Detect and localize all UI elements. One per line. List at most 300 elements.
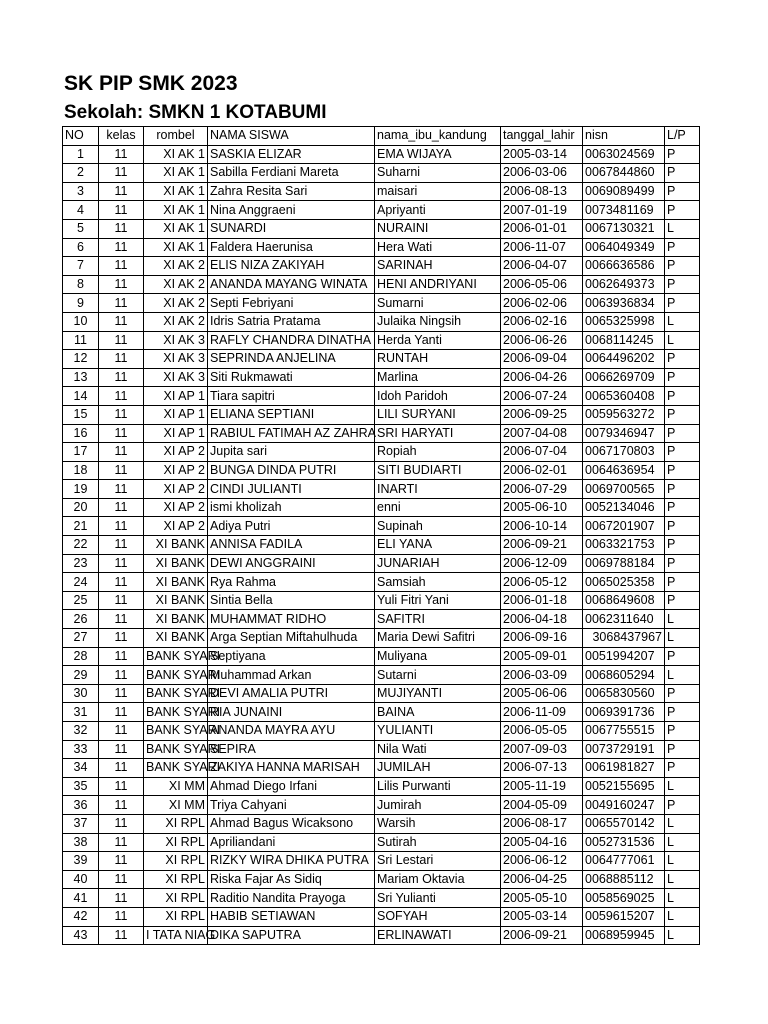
table-row <box>63 722 700 741</box>
cell-rombel: XI RPL <box>144 870 208 889</box>
table-row <box>63 312 700 331</box>
cell-no: 8 <box>63 275 99 294</box>
cell-nama-ibu: Sutarni <box>375 666 501 685</box>
cell-lp: P <box>665 443 700 462</box>
cell-nama-ibu: ERLINAWATI <box>375 926 501 945</box>
cell-rombel: XI AP 2 <box>144 443 208 462</box>
cell-nama-siswa: Apriliandani <box>208 833 375 852</box>
cell-tanggal-lahir: 2006-06-26 <box>501 331 583 350</box>
cell-kelas: 11 <box>99 498 144 517</box>
cell-kelas: 11 <box>99 870 144 889</box>
cell-rombel: XI MM <box>144 777 208 796</box>
cell-rombel: XI BANK <box>144 610 208 629</box>
cell-tanggal-lahir: 2006-05-05 <box>501 722 583 741</box>
cell-nisn: 0049160247 <box>583 796 665 815</box>
cell-nama-ibu: Julaika Ningsih <box>375 312 501 331</box>
cell-tanggal-lahir: 2006-09-21 <box>501 536 583 555</box>
cell-nisn: 0067201907 <box>583 517 665 536</box>
cell-kelas: 11 <box>99 889 144 908</box>
cell-no: 21 <box>63 517 99 536</box>
cell-nama-ibu: SOFYAH <box>375 907 501 926</box>
cell-tanggal-lahir: 2006-09-16 <box>501 629 583 648</box>
cell-tanggal-lahir: 2006-07-29 <box>501 480 583 499</box>
cell-nisn: 0059615207 <box>583 907 665 926</box>
cell-nama-ibu: ELI YANA <box>375 536 501 555</box>
cell-rombel: XI BANK <box>144 536 208 555</box>
cell-kelas: 11 <box>99 703 144 722</box>
cell-lp: P <box>665 498 700 517</box>
header-nama-ibu: nama_ibu_kandung <box>375 127 501 146</box>
cell-rombel: XI RPL <box>144 833 208 852</box>
cell-nama-ibu: Sri Lestari <box>375 852 501 871</box>
cell-tanggal-lahir: 2006-11-09 <box>501 703 583 722</box>
cell-nisn: 0067170803 <box>583 443 665 462</box>
cell-tanggal-lahir: 2006-02-06 <box>501 294 583 313</box>
cell-no: 33 <box>63 740 99 759</box>
cell-lp: L <box>665 331 700 350</box>
cell-lp: P <box>665 647 700 666</box>
cell-no: 32 <box>63 722 99 741</box>
cell-no: 29 <box>63 666 99 685</box>
cell-nama-ibu: MUJIYANTI <box>375 684 501 703</box>
cell-rombel: XI AP 2 <box>144 517 208 536</box>
cell-rombel: XI BANK <box>144 573 208 592</box>
cell-no: 39 <box>63 852 99 871</box>
cell-lp: L <box>665 852 700 871</box>
table-row <box>63 294 700 313</box>
cell-nama-siswa: Triya Cahyani <box>208 796 375 815</box>
table-row <box>63 907 700 926</box>
cell-lp: P <box>665 480 700 499</box>
cell-rombel: XI AK 1 <box>144 201 208 220</box>
cell-nama-siswa: DEWI ANGGRAINI <box>208 554 375 573</box>
cell-kelas: 11 <box>99 275 144 294</box>
cell-lp: P <box>665 554 700 573</box>
cell-nama-siswa: RIA JUNAINI <box>208 703 375 722</box>
cell-nisn: 0073481169 <box>583 201 665 220</box>
cell-rombel: BANK SYARI <box>144 703 208 722</box>
cell-no: 3 <box>63 182 99 201</box>
cell-lp: L <box>665 610 700 629</box>
cell-nama-siswa: DEVI AMALIA PUTRI <box>208 684 375 703</box>
cell-kelas: 11 <box>99 294 144 313</box>
cell-kelas: 11 <box>99 219 144 238</box>
cell-rombel: XI AP 1 <box>144 405 208 424</box>
cell-no: 43 <box>63 926 99 945</box>
cell-lp: P <box>665 145 700 164</box>
cell-nama-ibu: Jumirah <box>375 796 501 815</box>
cell-lp: P <box>665 703 700 722</box>
cell-no: 2 <box>63 164 99 183</box>
cell-no: 10 <box>63 312 99 331</box>
table-row <box>63 629 700 648</box>
cell-tanggal-lahir: 2006-11-07 <box>501 238 583 257</box>
table-row <box>63 833 700 852</box>
cell-nama-siswa: Siti Rukmawati <box>208 368 375 387</box>
cell-kelas: 11 <box>99 684 144 703</box>
cell-lp: P <box>665 275 700 294</box>
cell-nama-ibu: BAINA <box>375 703 501 722</box>
cell-no: 37 <box>63 814 99 833</box>
cell-nama-siswa: Sintia Bella <box>208 591 375 610</box>
cell-nisn: 0065570142 <box>583 814 665 833</box>
cell-kelas: 11 <box>99 554 144 573</box>
table-row <box>63 573 700 592</box>
cell-nisn: 0064777061 <box>583 852 665 871</box>
cell-tanggal-lahir: 2006-09-04 <box>501 350 583 369</box>
cell-nama-ibu: HENI ANDRIYANI <box>375 275 501 294</box>
cell-kelas: 11 <box>99 443 144 462</box>
cell-lp: P <box>665 796 700 815</box>
cell-kelas: 11 <box>99 257 144 276</box>
cell-tanggal-lahir: 2006-04-18 <box>501 610 583 629</box>
cell-nisn: 0067130321 <box>583 219 665 238</box>
cell-tanggal-lahir: 2006-07-13 <box>501 759 583 778</box>
cell-nama-siswa: Nina Anggraeni <box>208 201 375 220</box>
cell-nama-ibu: maisari <box>375 182 501 201</box>
cell-nama-ibu: RUNTAH <box>375 350 501 369</box>
cell-tanggal-lahir: 2005-06-10 <box>501 498 583 517</box>
cell-nama-ibu: Sutirah <box>375 833 501 852</box>
cell-rombel: BANK SYARI <box>144 647 208 666</box>
cell-tanggal-lahir: 2007-01-19 <box>501 201 583 220</box>
cell-nama-ibu: INARTI <box>375 480 501 499</box>
table-row <box>63 536 700 555</box>
cell-tanggal-lahir: 2006-04-26 <box>501 368 583 387</box>
cell-kelas: 11 <box>99 666 144 685</box>
cell-no: 27 <box>63 629 99 648</box>
cell-no: 34 <box>63 759 99 778</box>
cell-nisn: 0069700565 <box>583 480 665 499</box>
cell-nisn: 0079346947 <box>583 424 665 443</box>
cell-tanggal-lahir: 2006-07-04 <box>501 443 583 462</box>
cell-nisn: 0067844860 <box>583 164 665 183</box>
table-row <box>63 498 700 517</box>
cell-lp: P <box>665 684 700 703</box>
cell-kelas: 11 <box>99 517 144 536</box>
table-row <box>63 796 700 815</box>
cell-tanggal-lahir: 2006-03-09 <box>501 666 583 685</box>
header-no: NO <box>63 127 99 146</box>
cell-kelas: 11 <box>99 591 144 610</box>
cell-rombel: BANK SYARI <box>144 722 208 741</box>
cell-nama-siswa: RABIUL FATIMAH AZ ZAHRA <box>208 424 375 443</box>
cell-tanggal-lahir: 2006-04-25 <box>501 870 583 889</box>
cell-kelas: 11 <box>99 759 144 778</box>
table-row <box>63 684 700 703</box>
cell-nama-siswa: Sabilla Ferdiani Mareta <box>208 164 375 183</box>
cell-rombel: XI MM <box>144 796 208 815</box>
cell-nama-ibu: EMA WIJAYA <box>375 145 501 164</box>
cell-nama-siswa: SASKIA ELIZAR <box>208 145 375 164</box>
table-row <box>63 219 700 238</box>
cell-lp: P <box>665 201 700 220</box>
cell-kelas: 11 <box>99 201 144 220</box>
cell-rombel: XI AK 1 <box>144 164 208 183</box>
cell-kelas: 11 <box>99 907 144 926</box>
cell-kelas: 11 <box>99 312 144 331</box>
cell-no: 18 <box>63 461 99 480</box>
cell-nama-siswa: SEPRINDA ANJELINA <box>208 350 375 369</box>
cell-rombel: XI AK 1 <box>144 145 208 164</box>
cell-rombel: XI AK 2 <box>144 257 208 276</box>
cell-no: 16 <box>63 424 99 443</box>
table-row <box>63 554 700 573</box>
table-row <box>63 368 700 387</box>
cell-tanggal-lahir: 2005-05-10 <box>501 889 583 908</box>
table-row <box>63 666 700 685</box>
cell-nisn: 0052134046 <box>583 498 665 517</box>
cell-nisn: 0059563272 <box>583 405 665 424</box>
cell-kelas: 11 <box>99 629 144 648</box>
cell-nisn: 0065830560 <box>583 684 665 703</box>
table-row <box>63 870 700 889</box>
cell-no: 15 <box>63 405 99 424</box>
cell-lp: P <box>665 238 700 257</box>
cell-kelas: 11 <box>99 461 144 480</box>
cell-lp: L <box>665 629 700 648</box>
cell-nama-siswa: ANNISA FADILA <box>208 536 375 555</box>
cell-nisn: 0052155695 <box>583 777 665 796</box>
cell-kelas: 11 <box>99 424 144 443</box>
table-row <box>63 443 700 462</box>
cell-no: 14 <box>63 387 99 406</box>
cell-kelas: 11 <box>99 926 144 945</box>
cell-tanggal-lahir: 2006-01-18 <box>501 591 583 610</box>
table-row <box>63 517 700 536</box>
table-row <box>63 350 700 369</box>
cell-nisn: 0068649608 <box>583 591 665 610</box>
cell-no: 40 <box>63 870 99 889</box>
cell-lp: P <box>665 591 700 610</box>
cell-lp: P <box>665 722 700 741</box>
cell-nama-ibu: SARINAH <box>375 257 501 276</box>
cell-nama-siswa: Riska Fajar As Sidiq <box>208 870 375 889</box>
cell-nama-siswa: Idris Satria Pratama <box>208 312 375 331</box>
table-row <box>63 759 700 778</box>
cell-nisn: 0067755515 <box>583 722 665 741</box>
cell-nisn: 0068885112 <box>583 870 665 889</box>
cell-nama-siswa: RAFLY CHANDRA DINATHA <box>208 331 375 350</box>
cell-no: 19 <box>63 480 99 499</box>
cell-nama-siswa: Tiara sapitri <box>208 387 375 406</box>
cell-nama-siswa: Raditio Nandita Prayoga <box>208 889 375 908</box>
cell-nama-ibu: SRI HARYATI <box>375 424 501 443</box>
cell-lp: P <box>665 405 700 424</box>
cell-lp: L <box>665 926 700 945</box>
table-row <box>63 610 700 629</box>
cell-nisn: 0064636954 <box>583 461 665 480</box>
cell-tanggal-lahir: 2006-01-01 <box>501 219 583 238</box>
cell-nama-ibu: enni <box>375 498 501 517</box>
table-row <box>63 275 700 294</box>
cell-rombel: XI AP 1 <box>144 424 208 443</box>
cell-nama-ibu: Samsiah <box>375 573 501 592</box>
cell-lp: P <box>665 517 700 536</box>
cell-nama-siswa: Ahmad Diego Irfani <box>208 777 375 796</box>
cell-rombel: BANK SYARI <box>144 759 208 778</box>
table-row <box>63 405 700 424</box>
cell-no: 13 <box>63 368 99 387</box>
table-row <box>63 889 700 908</box>
cell-lp: P <box>665 740 700 759</box>
cell-tanggal-lahir: 2006-08-13 <box>501 182 583 201</box>
cell-no: 12 <box>63 350 99 369</box>
header-nisn: nisn <box>583 127 665 146</box>
cell-nama-ibu: Apriyanti <box>375 201 501 220</box>
cell-lp: L <box>665 777 700 796</box>
cell-tanggal-lahir: 2006-08-17 <box>501 814 583 833</box>
table-row <box>63 703 700 722</box>
table-row <box>63 852 700 871</box>
cell-rombel: XI AP 2 <box>144 461 208 480</box>
table-row <box>63 926 700 945</box>
table-row <box>63 145 700 164</box>
cell-nama-siswa: Arga Septian Miftahulhuda <box>208 629 375 648</box>
cell-kelas: 11 <box>99 796 144 815</box>
cell-rombel: I TATA NIAG <box>144 926 208 945</box>
cell-no: 7 <box>63 257 99 276</box>
table-row <box>63 387 700 406</box>
cell-nama-ibu: SAFITRI <box>375 610 501 629</box>
cell-nisn: 0064496202 <box>583 350 665 369</box>
cell-no: 30 <box>63 684 99 703</box>
cell-tanggal-lahir: 2007-04-08 <box>501 424 583 443</box>
cell-nisn: 0061981827 <box>583 759 665 778</box>
cell-lp: L <box>665 833 700 852</box>
cell-no: 20 <box>63 498 99 517</box>
cell-tanggal-lahir: 2006-10-14 <box>501 517 583 536</box>
cell-nisn: 0052731536 <box>583 833 665 852</box>
cell-no: 41 <box>63 889 99 908</box>
cell-nama-siswa: ZAKIYA HANNA MARISAH <box>208 759 375 778</box>
cell-kelas: 11 <box>99 647 144 666</box>
cell-lp: P <box>665 182 700 201</box>
cell-nisn: 0051994207 <box>583 647 665 666</box>
cell-no: 25 <box>63 591 99 610</box>
cell-kelas: 11 <box>99 610 144 629</box>
cell-nama-siswa: DIKA SAPUTRA <box>208 926 375 945</box>
cell-kelas: 11 <box>99 405 144 424</box>
cell-tanggal-lahir: 2006-12-09 <box>501 554 583 573</box>
cell-tanggal-lahir: 2006-05-06 <box>501 275 583 294</box>
cell-kelas: 11 <box>99 182 144 201</box>
cell-nama-ibu: Supinah <box>375 517 501 536</box>
cell-tanggal-lahir: 2006-02-16 <box>501 312 583 331</box>
cell-rombel: XI RPL <box>144 814 208 833</box>
cell-rombel: BANK SYARI <box>144 666 208 685</box>
cell-lp: L <box>665 814 700 833</box>
cell-no: 4 <box>63 201 99 220</box>
table-row <box>63 201 700 220</box>
cell-nama-siswa: CINDI JULIANTI <box>208 480 375 499</box>
cell-kelas: 11 <box>99 740 144 759</box>
cell-nama-siswa: Septi Febriyani <box>208 294 375 313</box>
cell-nama-ibu: Mariam Oktavia <box>375 870 501 889</box>
cell-nisn: 0063321753 <box>583 536 665 555</box>
cell-nisn: 0073729191 <box>583 740 665 759</box>
header-tanggal-lahir: tanggal_lahir <box>501 127 583 146</box>
cell-nama-siswa: ELIANA SEPTIANI <box>208 405 375 424</box>
cell-nisn: 0068605294 <box>583 666 665 685</box>
cell-tanggal-lahir: 2006-09-25 <box>501 405 583 424</box>
cell-nisn: 0069391736 <box>583 703 665 722</box>
cell-nama-ibu: SITI BUDIARTI <box>375 461 501 480</box>
cell-rombel: XI AK 1 <box>144 219 208 238</box>
cell-tanggal-lahir: 2005-06-06 <box>501 684 583 703</box>
table-row <box>63 257 700 276</box>
table-header-row <box>63 127 700 146</box>
cell-no: 6 <box>63 238 99 257</box>
cell-lp: L <box>665 219 700 238</box>
header-kelas: kelas <box>99 127 144 146</box>
cell-kelas: 11 <box>99 833 144 852</box>
cell-kelas: 11 <box>99 722 144 741</box>
table-row <box>63 814 700 833</box>
cell-nisn: 0062649373 <box>583 275 665 294</box>
cell-no: 42 <box>63 907 99 926</box>
cell-tanggal-lahir: 2006-04-07 <box>501 257 583 276</box>
cell-nama-siswa: ANANDA MAYRA AYU <box>208 722 375 741</box>
cell-nama-ibu: Nila Wati <box>375 740 501 759</box>
cell-nisn: 0069089499 <box>583 182 665 201</box>
cell-kelas: 11 <box>99 852 144 871</box>
header-lp: L/P <box>665 127 700 146</box>
cell-nama-ibu: Lilis Purwanti <box>375 777 501 796</box>
header-rombel: rombel <box>144 127 208 146</box>
cell-nama-ibu: Ropiah <box>375 443 501 462</box>
table-row <box>63 424 700 443</box>
cell-nama-siswa: Jupita sari <box>208 443 375 462</box>
cell-rombel: BANK SYARI <box>144 740 208 759</box>
cell-nisn: 0062311640 <box>583 610 665 629</box>
cell-nama-ibu: Yuli Fitri Yani <box>375 591 501 610</box>
cell-tanggal-lahir: 2006-02-01 <box>501 461 583 480</box>
cell-no: 23 <box>63 554 99 573</box>
cell-lp: P <box>665 424 700 443</box>
cell-tanggal-lahir: 2005-11-19 <box>501 777 583 796</box>
cell-nama-siswa: MUHAMMAT RIDHO <box>208 610 375 629</box>
cell-rombel: XI RPL <box>144 907 208 926</box>
cell-lp: P <box>665 573 700 592</box>
cell-nama-siswa: Septiyana <box>208 647 375 666</box>
cell-nama-ibu: Maria Dewi Safitri <box>375 629 501 648</box>
cell-nama-ibu: Herda Yanti <box>375 331 501 350</box>
cell-nisn: 0065360408 <box>583 387 665 406</box>
cell-no: 26 <box>63 610 99 629</box>
cell-nisn: 0063936834 <box>583 294 665 313</box>
cell-rombel: XI AK 2 <box>144 294 208 313</box>
cell-lp: P <box>665 368 700 387</box>
cell-nisn: 0065325998 <box>583 312 665 331</box>
cell-nama-siswa: Rya Rahma <box>208 573 375 592</box>
cell-nama-siswa: RIZKY WIRA DHIKA PUTRA <box>208 852 375 871</box>
cell-tanggal-lahir: 2006-03-06 <box>501 164 583 183</box>
cell-kelas: 11 <box>99 145 144 164</box>
cell-rombel: XI AK 3 <box>144 350 208 369</box>
cell-nisn: 0068959945 <box>583 926 665 945</box>
cell-nama-ibu: Hera Wati <box>375 238 501 257</box>
cell-nama-siswa: ANANDA MAYANG WINATA <box>208 275 375 294</box>
cell-rombel: XI RPL <box>144 889 208 908</box>
cell-rombel: XI AK 1 <box>144 238 208 257</box>
cell-lp: L <box>665 312 700 331</box>
table-row <box>63 480 700 499</box>
cell-rombel: XI AP 1 <box>144 387 208 406</box>
cell-nama-ibu: Warsih <box>375 814 501 833</box>
cell-nama-ibu: Muliyana <box>375 647 501 666</box>
cell-tanggal-lahir: 2006-05-12 <box>501 573 583 592</box>
